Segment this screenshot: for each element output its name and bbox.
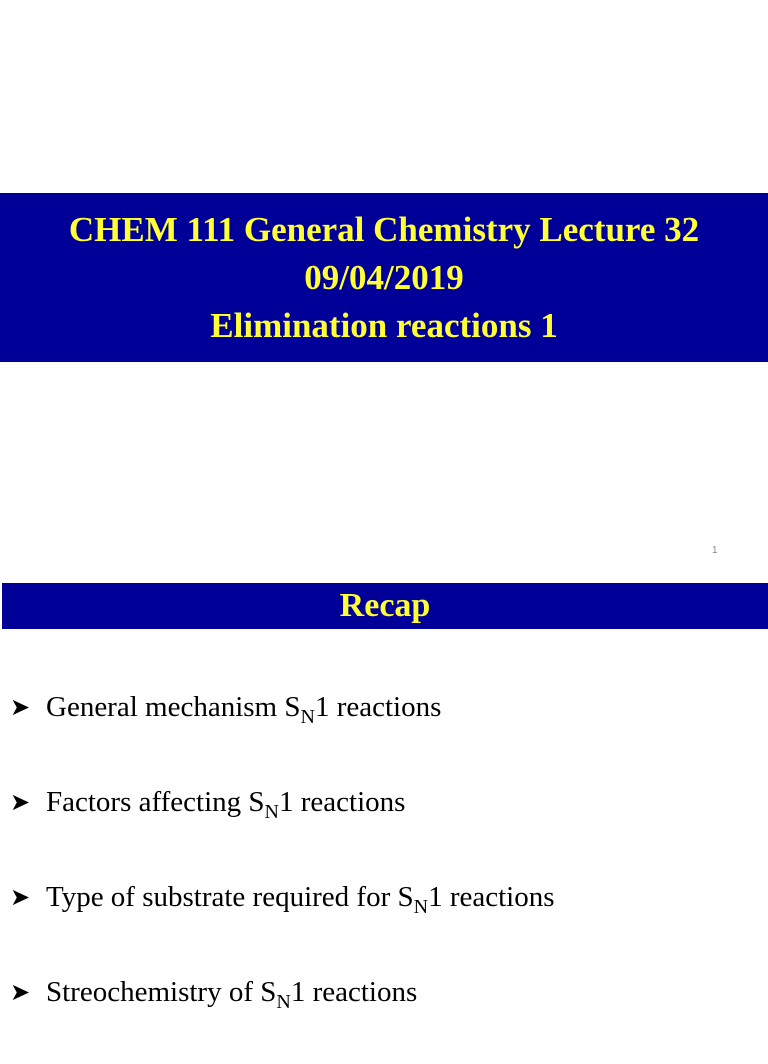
title-banner bbox=[0, 193, 768, 362]
bullet-text: Factors affecting $S_N1$ reactions bbox=[46, 786, 406, 823]
list-item bbox=[10, 684, 555, 779]
bullet-text: Streochemistry of $S_N1$ reactions bbox=[46, 976, 418, 1013]
bullet-text: General mechanism $S_N1$ reactions bbox=[46, 691, 442, 728]
arrowhead-bullet-icon: ➤ bbox=[10, 693, 31, 721]
recap-bullet-list bbox=[10, 684, 555, 1064]
lecture-topic: Elimination reactions 1 bbox=[210, 305, 558, 345]
arrowhead-bullet-icon: ➤ bbox=[10, 788, 31, 816]
recap-heading: Recap bbox=[2, 583, 768, 629]
slide-number: 1 bbox=[712, 545, 718, 556]
list-item bbox=[10, 969, 555, 1064]
list-item bbox=[10, 779, 555, 874]
lecture-title: CHEM 111 General Chemistry Lecture 32 bbox=[68, 209, 700, 249]
bullet-text: Type of substrate required for $S_N1$ reactions bbox=[46, 881, 555, 918]
arrowhead-bullet-icon: ➤ bbox=[10, 978, 31, 1006]
list-item bbox=[10, 874, 555, 969]
arrowhead-bullet-icon: ➤ bbox=[10, 883, 31, 911]
lecture-date: 09/04/2019 bbox=[304, 257, 464, 297]
